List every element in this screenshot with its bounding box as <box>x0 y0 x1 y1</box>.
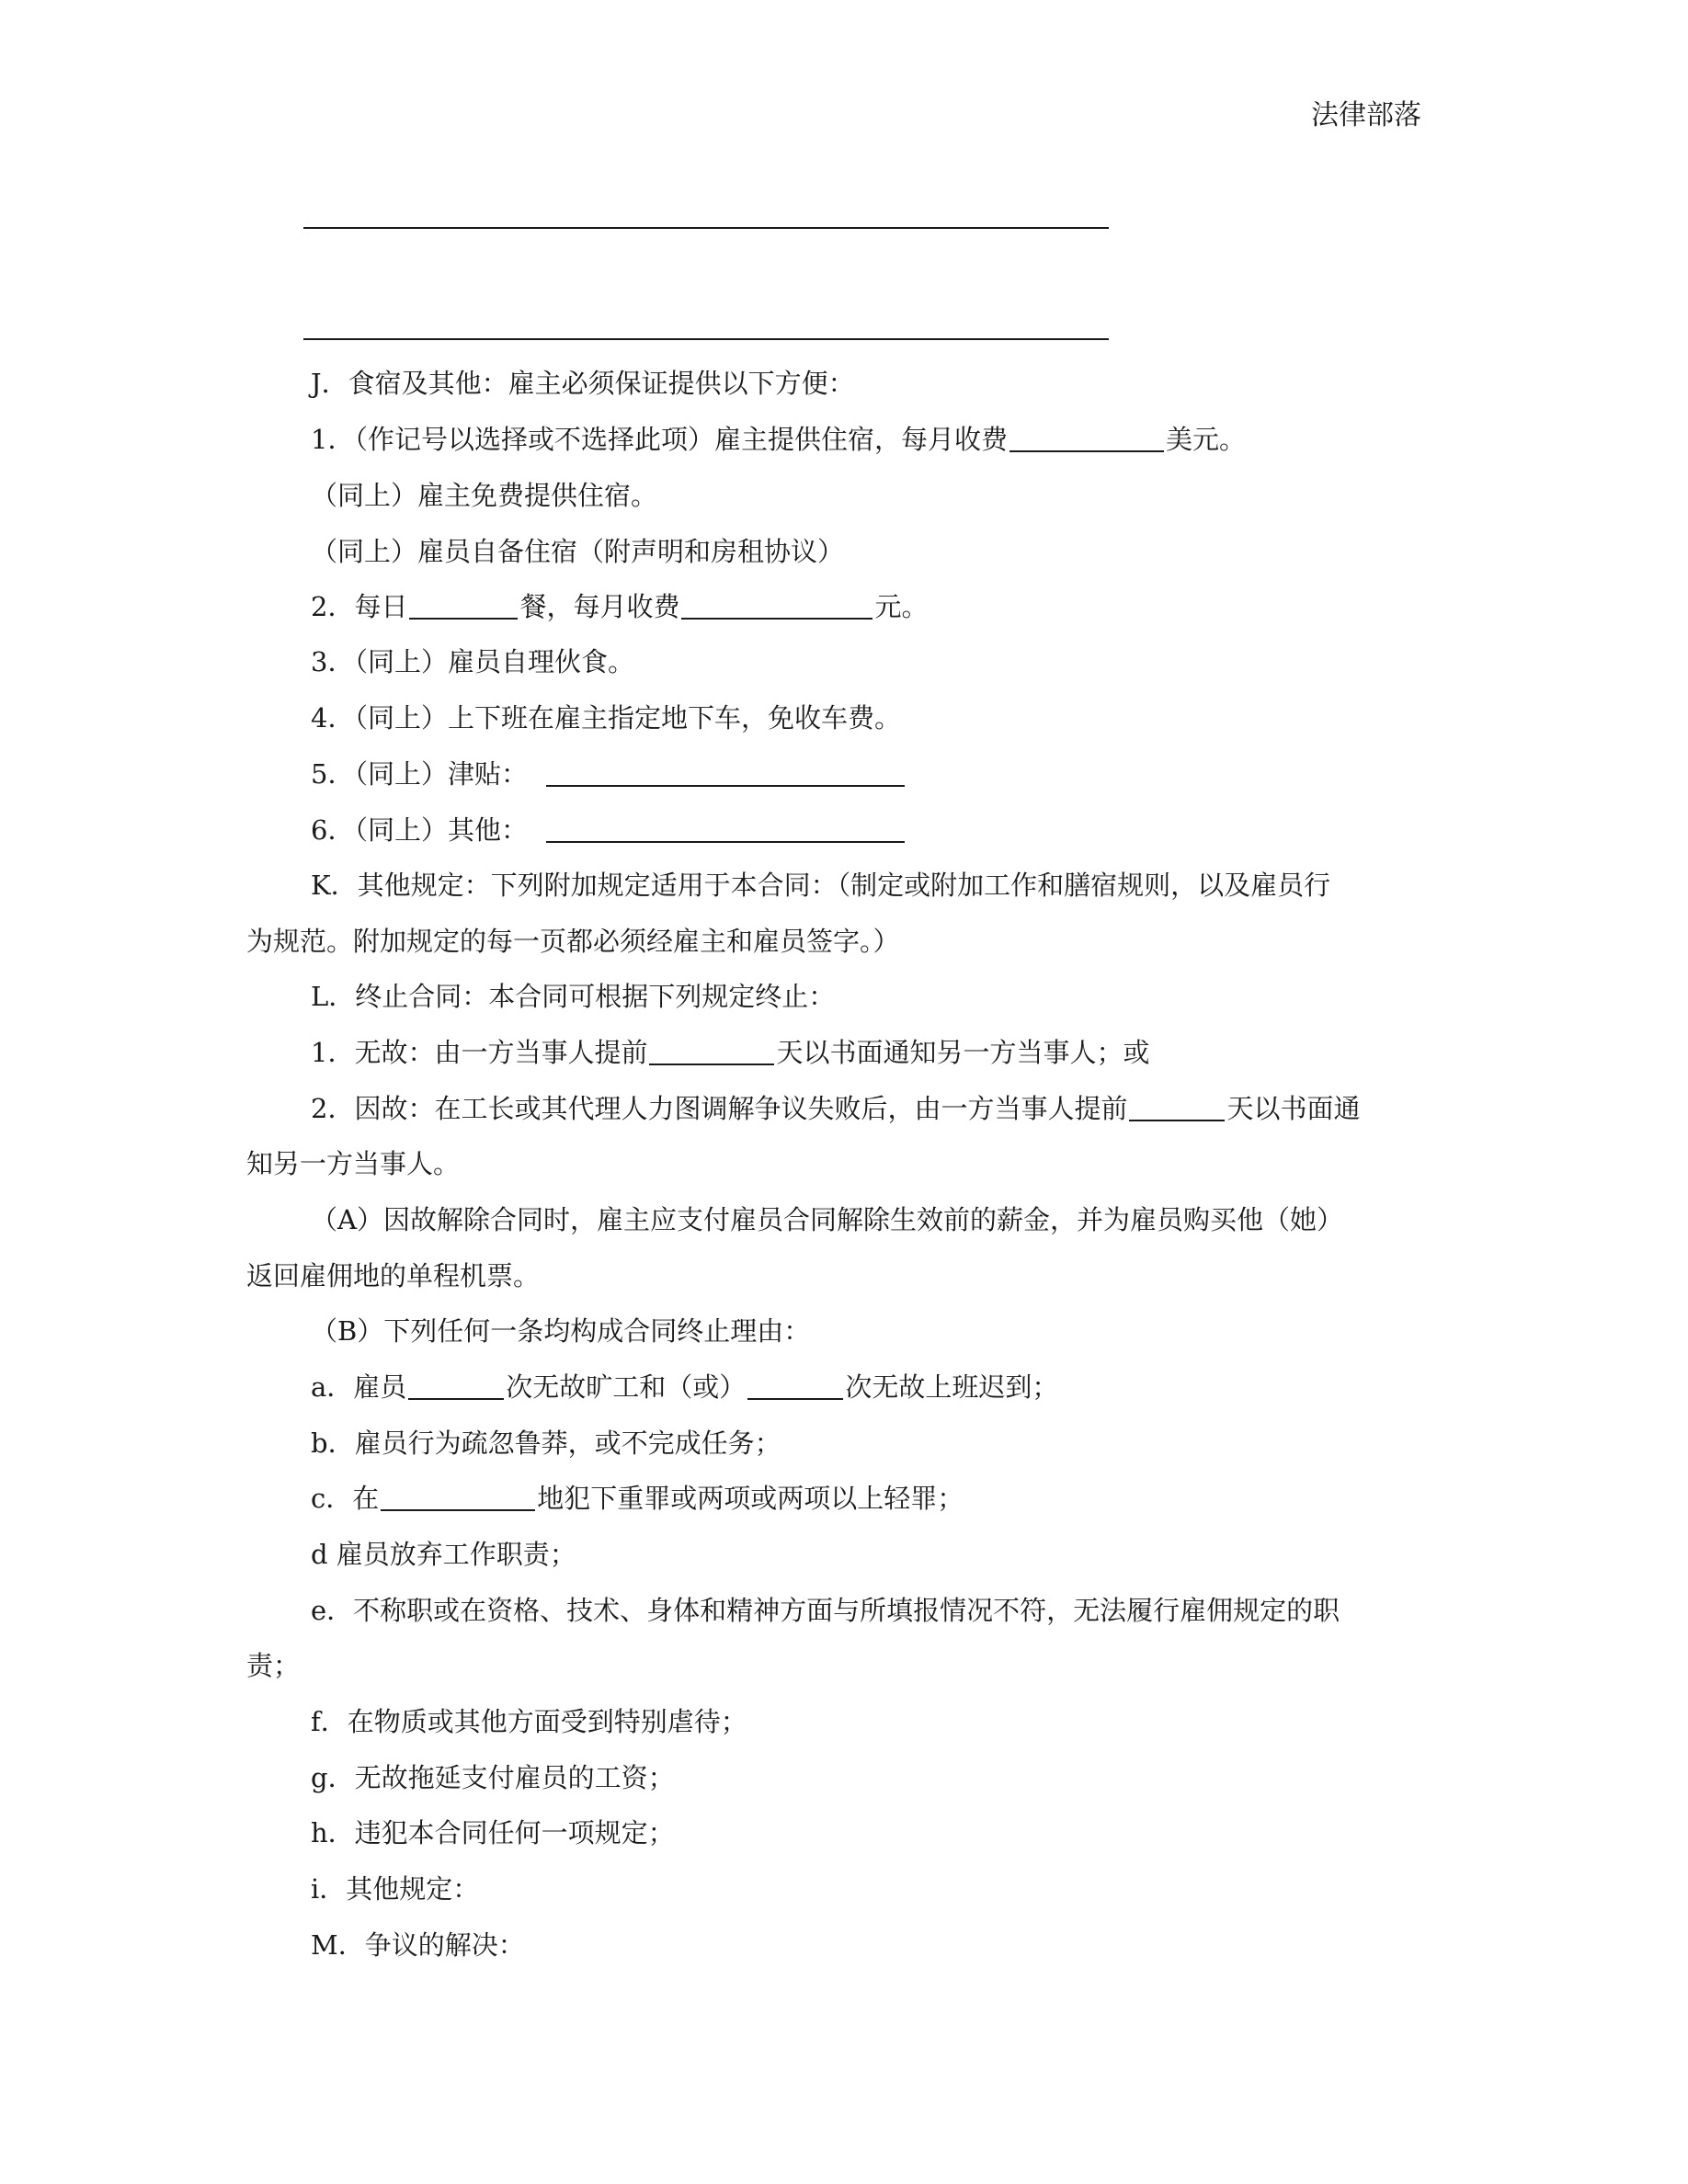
section-j-item-1 <box>311 421 1246 458</box>
section-l-b-item-a-text-c: 次无故上班迟到； <box>845 1371 1059 1403</box>
blank-field <box>408 1371 504 1400</box>
section-k-line-2: 为规范。附加规定的每一页都必须经雇主和雇员签字。） <box>246 926 900 957</box>
blank-field <box>546 813 905 843</box>
blank-field <box>747 1371 843 1400</box>
header-brand: 法律部落 <box>1311 99 1421 131</box>
section-j-item-2-text-b: 餐，每月收费 <box>519 591 680 622</box>
section-l-b-item-a-text-a: a．雇员 <box>311 1371 407 1403</box>
section-l-b-item-e-line-1: e．不称职或在资格、技术、身体和精神方面与所填报情况不符，无法履行雇佣规定的职 <box>311 1595 1340 1626</box>
section-j-title: J．食宿及其他：雇主必须保证提供以下方便： <box>311 368 855 399</box>
section-k-line-1: K．其他规定：下列附加规定适用于本合同：（制定或附加工作和膳宿规则，以及雇员行 <box>311 870 1331 901</box>
section-l-b-item-g: g．无故拖延支付雇员的工资； <box>311 1762 675 1793</box>
blank-field <box>649 1036 774 1065</box>
section-l-b-item-b: b．雇员行为疏忽鲁莽，或不完成任务； <box>311 1428 781 1459</box>
section-l-item-2 <box>311 1090 1360 1127</box>
section-j-item-6 <box>311 812 907 848</box>
section-j-item-5-text: 5．（同上）津贴： <box>311 758 528 790</box>
section-l-b-item-a <box>311 1369 1058 1405</box>
blank-field <box>1129 1092 1225 1121</box>
section-j-item-1-text-b: 美元。 <box>1165 424 1246 455</box>
section-l-b-item-c-text-b: 地犯下重罪或两项或两项以上轻罪； <box>537 1483 964 1514</box>
section-l-b-title: （B）下列任何一条均构成合同终止理由： <box>311 1315 811 1347</box>
section-l-a-line-2: 返回雇佣地的单程机票。 <box>246 1260 541 1291</box>
section-l-item-2-text-b: 天以书面通 <box>1226 1093 1361 1124</box>
section-l-b-item-h: h．违犯本合同任何一项规定； <box>311 1817 675 1848</box>
section-j-item-1-alt-2: （同上）雇员自备住宿（附声明和房租协议） <box>311 536 845 567</box>
section-l-b-item-a-text-b: 次无故旷工和（或） <box>506 1371 747 1403</box>
section-j-item-4: 4．（同上）上下班在雇主指定地下车，免收车费。 <box>311 702 901 734</box>
section-l-b-item-c <box>311 1480 964 1517</box>
section-l-item-2-text-a: 2．因故：在工长或其代理人力图调解争议失败后，由一方当事人提前 <box>311 1093 1128 1124</box>
section-j-item-2-text-c: 元。 <box>874 591 929 622</box>
blank-field <box>1009 423 1164 452</box>
section-l-b-item-e-line-2: 责； <box>246 1650 301 1681</box>
section-j-item-3: 3．（同上）雇员自理伙食。 <box>311 646 634 677</box>
section-j-item-1-text-a: 1．（作记号以选择或不选择此项）雇主提供住宿，每月收费 <box>311 424 1008 455</box>
section-j-item-2-text-a: 2．每日 <box>311 591 408 622</box>
section-l-b-item-d: d 雇员放弃工作职责； <box>311 1539 576 1570</box>
blank-rule-1 <box>303 227 1109 229</box>
blank-rule-2 <box>303 338 1109 340</box>
section-l-title: L．终止合同：本合同可根据下列规定终止： <box>311 981 836 1012</box>
section-l-item-2-cont: 知另一方当事人。 <box>246 1148 461 1179</box>
section-l-item-1-text-a: 1．无故：由一方当事人提前 <box>311 1037 648 1068</box>
section-j-item-2 <box>311 588 928 625</box>
section-l-item-1-text-b: 天以书面通知另一方当事人；或 <box>776 1037 1150 1068</box>
section-j-item-1-alt-1: （同上）雇主免费提供住宿。 <box>311 480 658 511</box>
section-m-title: M．争议的解决： <box>311 1929 525 1961</box>
blank-field <box>681 590 873 620</box>
section-l-item-1 <box>311 1034 1149 1071</box>
blank-field <box>409 590 518 620</box>
blank-field <box>381 1482 535 1511</box>
section-l-b-item-i: i．其他规定： <box>311 1873 480 1905</box>
section-l-b-item-f: f．在物质或其他方面受到特别虐待； <box>311 1706 747 1737</box>
blank-field <box>546 757 905 787</box>
section-l-a-line-1: （A）因故解除合同时，雇主应支付雇员合同解除生效前的薪金，并为雇员购买他（她） <box>311 1204 1343 1235</box>
section-j-item-5 <box>311 756 907 792</box>
section-j-item-6-text: 6．（同上）其他： <box>311 814 528 846</box>
section-l-b-item-c-text-a: c．在 <box>311 1483 380 1514</box>
